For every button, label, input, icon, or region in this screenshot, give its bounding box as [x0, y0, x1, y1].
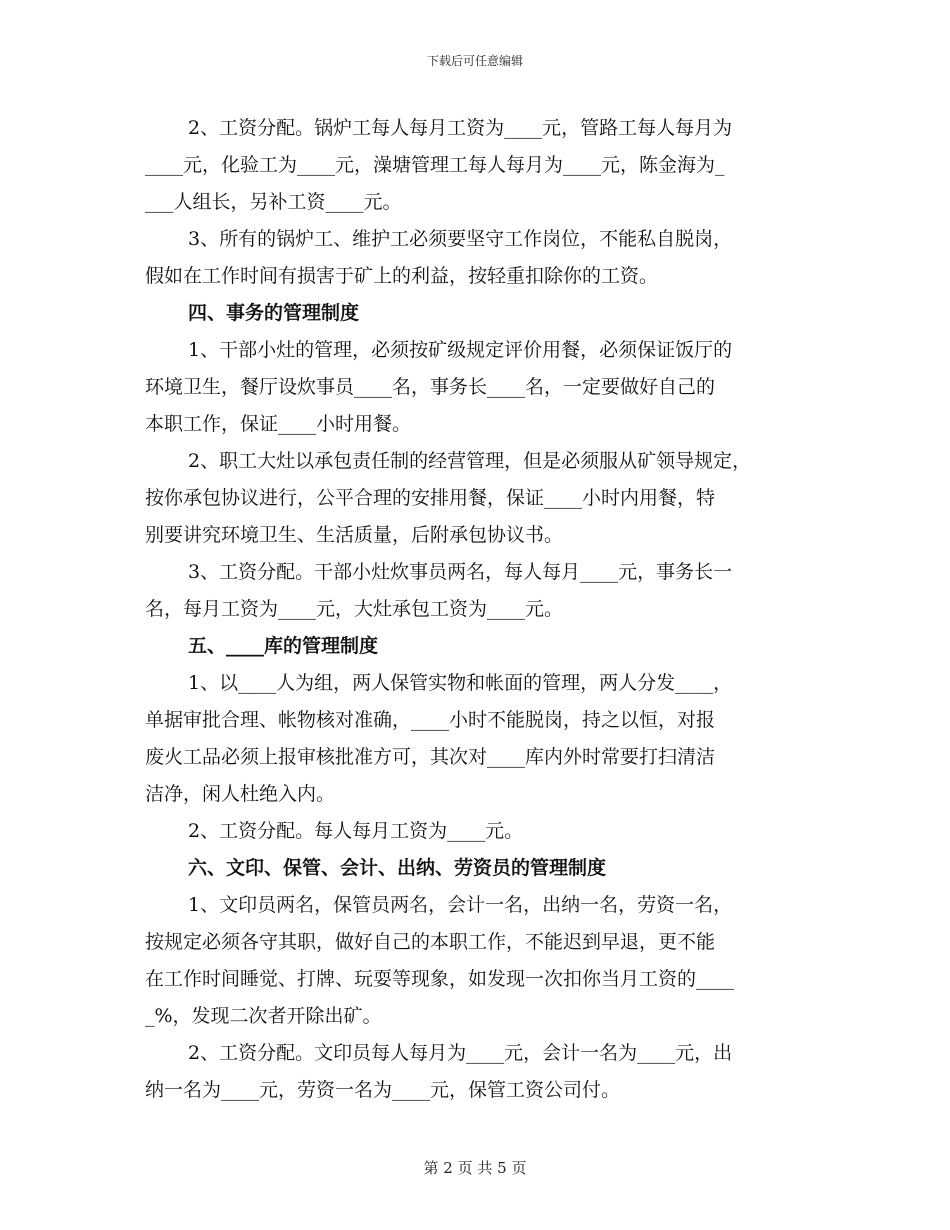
- text-line: 名，每月工资为____元，大灶承包工资为____元。: [145, 598, 564, 620]
- text-line: ___人组长，另补工资____元。: [145, 191, 402, 213]
- paragraph-cadre-kitchen: [145, 332, 815, 443]
- paragraph-kitchen-wages: [145, 554, 815, 628]
- text-line: 按你承包协议进行，公平合理的安排用餐，保证____小时内用餐，特: [145, 487, 716, 509]
- paragraph-clerical-wages: [145, 1035, 815, 1109]
- text-line: 环境卫生，餐厅设炊事员____名，事务长____名，一定要做好自己的: [145, 376, 716, 398]
- text-line: ____元，化验工为____元，澡塘管理工每人每月为____元，陈金海为_: [145, 154, 725, 176]
- text-line: 纳一名为____元，劳资一名为____元，保管工资公司付。: [145, 1079, 621, 1101]
- paragraph-boiler-wages: [145, 110, 815, 221]
- section-heading-affairs: 四、事务的管理制度: [188, 302, 360, 324]
- text-line: 1、文印员两名，保管员两名，会计一名，出纳一名，劳资一名，: [188, 894, 733, 916]
- text-line: 在工作时间睡觉、打牌、玩耍等现象，如发现一次扣你当月工资的____: [145, 968, 735, 990]
- text-line: 本职工作，保证____小时用餐。: [145, 413, 412, 435]
- text-line: 别要讲究环境卫生、生活质量，后附承包协议书。: [145, 524, 564, 546]
- text-line: 3、工资分配。干部小灶炊事员两名，每人每月____元，事务长一: [188, 561, 733, 583]
- document-body: [145, 110, 815, 1109]
- text-line: 按规定必须各守其职，做好自己的本职工作，不能迟到早退，更不能: [145, 931, 716, 953]
- paragraph-warehouse-rules: [145, 665, 815, 813]
- text-line: 1、以____人为组，两人保管实物和帐面的管理，两人分发____，: [188, 672, 733, 694]
- page-header: 下载后可任意编辑: [426, 54, 523, 68]
- text-line: 2、工资分配。每人每月工资为____元。: [188, 820, 524, 842]
- text-line: 1、干部小灶的管理，必须按矿级规定评价用餐，必须保证饭厅的: [188, 339, 733, 361]
- paragraph-staff-kitchen: [145, 443, 815, 554]
- text-line: 单据审批合理、帐物核对准确，____小时不能脱岗，持之以恒，对报: [145, 709, 716, 731]
- text-line: 洁净，闲人杜绝入内。: [145, 783, 336, 805]
- text-line: _%，发现二次者开除出矿。: [145, 1005, 382, 1027]
- text-line: 3、所有的锅炉工、维护工必须要坚守工作岗位，不能私自脱岗，: [188, 228, 733, 250]
- section-heading-warehouse: 五、____库的管理制度: [188, 635, 379, 657]
- text-line: 假如在工作时间有损害于矿上的利益，按轻重扣除你的工资。: [145, 265, 659, 287]
- text-line: 2、职工大灶以承包责任制的经营管理，但是必须服从矿领导规定，: [188, 450, 752, 472]
- text-line: 2、工资分配。文印员每人每月为____元，会计一名为____元，出: [188, 1042, 733, 1064]
- paragraph-clerical-rules: [145, 887, 815, 1035]
- page-number: 第 2 页 共 5 页: [423, 1159, 527, 1177]
- text-line: 废火工品必须上报审核批准方可，其次对____库内外时常要打扫清洁: [145, 746, 716, 768]
- section-heading-clerical: 六、文印、保管、会计、出纳、劳资员的管理制度: [188, 857, 607, 879]
- paragraph-boiler-duty: [145, 221, 815, 295]
- text-line: 2、工资分配。锅炉工每人每月工资为____元，管路工每人每月为: [188, 117, 733, 139]
- paragraph-warehouse-wages: [145, 813, 815, 850]
